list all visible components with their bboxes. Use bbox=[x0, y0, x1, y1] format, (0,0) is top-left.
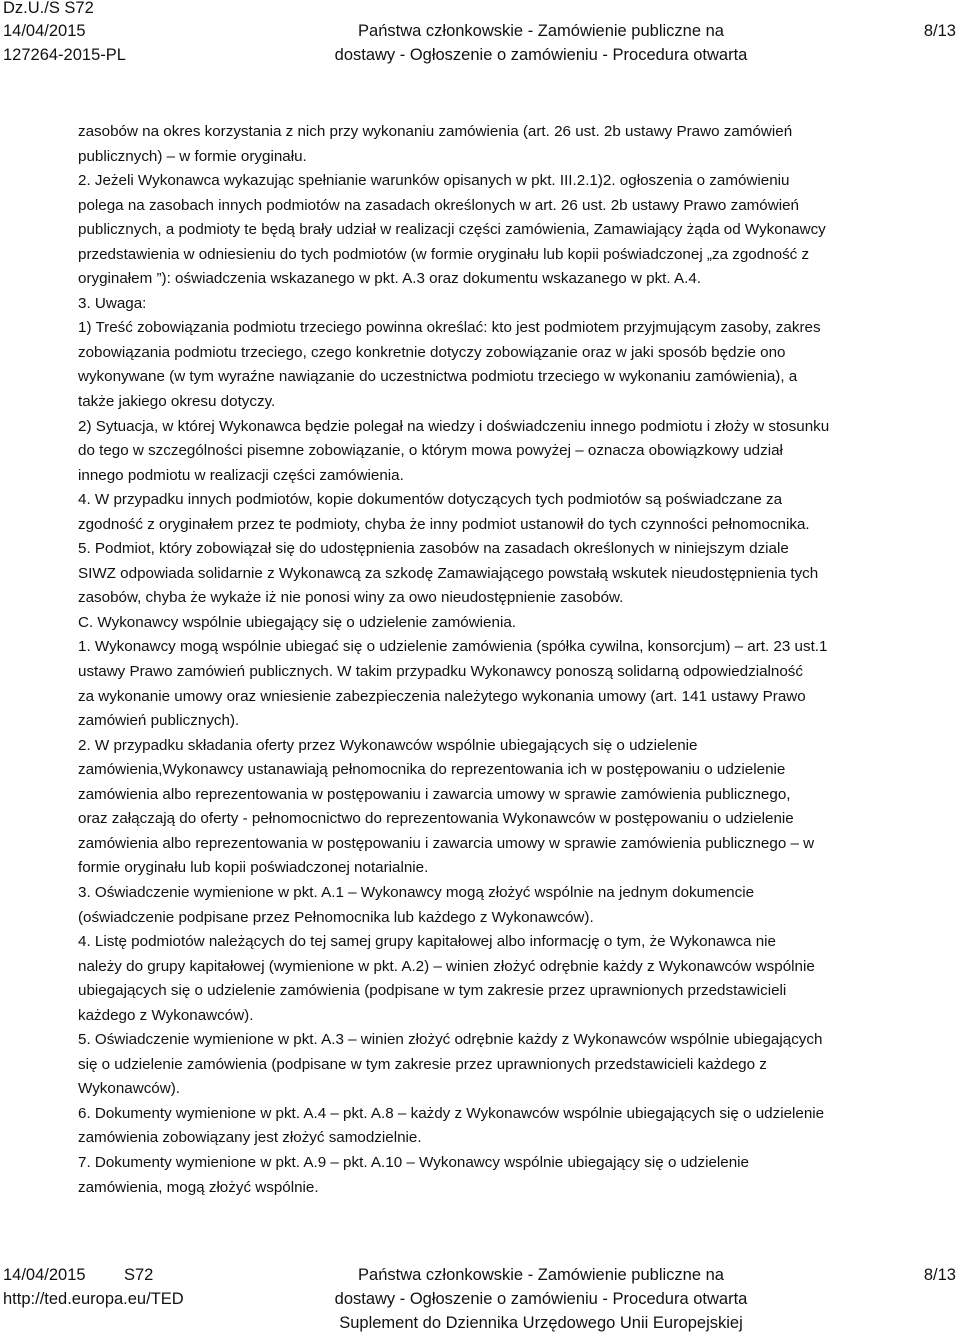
body-line: zamówienia zobowiązany jest złożyć samodzielnie. bbox=[78, 1129, 422, 1147]
body-line: oryginałem ”): oświadczenia wskazanego w pkt. A.3 oraz dokumentu wskazanego w pkt. A.4. bbox=[78, 270, 702, 288]
body-line: SIWZ odpowiada solidarnie z Wykonawcą za szkodę Zamawiającego powstałą wskutek nieudostępnienia tych bbox=[78, 564, 819, 582]
body-line: zasobów, chyba że wykaże iż nie ponosi winy za owo nieudostępnienie zasobów. bbox=[78, 589, 624, 607]
body-line: C. Wykonawcy wspólnie ubiegający się o udzielenie zamówienia. bbox=[78, 613, 516, 631]
body-line: 6. Dokumenty wymienione w pkt. A.4 – pkt. A.8 – każdy z Wykonawców wspólnie ubiegających się o udzielenie bbox=[78, 1104, 825, 1122]
header-row-2 bbox=[0, 20, 960, 42]
body-line: za wykonanie umowy oraz wniesienie zabezpieczenia należytego wykonania umowy (art. 141 ustawy Prawo bbox=[78, 687, 806, 705]
body-line: 4. Listę podmiotów należących do tej samej grupy kapitałowej albo informację o tym, że Wykonawca nie bbox=[78, 933, 776, 951]
body-line: oraz załączają do oferty - pełnomocnictwo do reprezentowania Wykonawców w postępowaniu o udzielenie bbox=[78, 810, 794, 828]
body-line: 2. Jeżeli Wykonawca wykazując spełnianie warunków opisanych w pkt. III.2.1)2. ogłoszenia o zamówieniu bbox=[78, 172, 790, 190]
body-line: 1. Wykonawcy mogą wspólnie ubiegać się o udzielenie zamówienia (spółka cywilna, konsorcjum) – art. 23 ust.1 bbox=[78, 638, 828, 656]
body-line: 3. Uwaga: bbox=[78, 294, 147, 312]
body-line: przedstawienia w odniesieniu do tych podmiotów (w formie oryginału lub kopii poświadczonej „za zgodność z bbox=[78, 245, 810, 263]
body-line: należy do grupy kapitałowej (wymienione w pkt. A.2) – winien złożyć odrębnie każdy z Wykonawców wspólnie bbox=[78, 957, 815, 975]
body-line: zamówień publicznych). bbox=[78, 712, 240, 730]
footer-row-1 bbox=[0, 1264, 960, 1286]
body-line: ustawy Prawo zamówień publicznych. W takim przypadku Wykonawcy ponoszą solidarną odpowiedzialność bbox=[78, 663, 803, 681]
body-line: ubiegających się o udzielenie zamówienia (podpisane w tym zakresie przez uprawnionych przedstawicieli bbox=[78, 982, 787, 1000]
body-line: do tego w szczególności pisemne zobowiązanie, o którym mowa powyżej – oznacza obowiązkowy udział bbox=[78, 442, 783, 460]
body-line: 5. Podmiot, który zobowiązał się do udostępnienia zasobów na zasadach określonych w niniejszym dziale bbox=[78, 540, 789, 558]
body-line: 3. Oświadczenie wymienione w pkt. A.1 – Wykonawcy mogą złożyć wspólnie na jednym dokumencie bbox=[78, 883, 755, 901]
body-line: wykonywane (w tym wyraźne nawiązanie do uczestnictwa podmiotu trzeciego w wykonaniu zamówienia), a bbox=[78, 368, 798, 386]
header-title-line1: Państwa członkowskie - Zamówienie publiczne na bbox=[358, 22, 724, 40]
body-line: zobowiązania podmiotu trzeciego, czego konkretnie dotyczy zobowiązanie oraz w jaki sposób będzie ono bbox=[78, 343, 786, 361]
footer-url[interactable]: http://ted.europa.eu/TED bbox=[3, 1290, 184, 1308]
footer-series: S72 bbox=[124, 1266, 154, 1284]
body-line: także jakiego okresu dotyczy. bbox=[78, 393, 276, 411]
footer-row-2 bbox=[0, 1288, 960, 1310]
body-line: publicznych) – w formie oryginału. bbox=[78, 147, 307, 165]
body-line: Wykonawców). bbox=[78, 1080, 180, 1098]
body-line: formie oryginału lub kopii poświadczonej notarialnie. bbox=[78, 859, 429, 877]
footer-page-number: 8/13 bbox=[923, 1266, 956, 1284]
header-row-1 bbox=[0, 0, 960, 19]
header-journal: Dz.U./S S72 bbox=[3, 0, 94, 17]
header-page-number: 8/13 bbox=[923, 22, 956, 40]
body-line: publicznych, a podmioty te będą brały udział w realizacji części zamówienia, Zamawiający żąda od Wykonawcy bbox=[78, 221, 826, 239]
body-line: zasobów na okres korzystania z nich przy wykonaniu zamówienia (art. 26 ust. 2b ustawy Prawo zamówień bbox=[78, 123, 793, 140]
body-line: 5. Oświadczenie wymienione w pkt. A.3 – winien złożyć odrębnie każdy z Wykonawców wspólnie ubiegających bbox=[78, 1031, 823, 1049]
header-row-3 bbox=[0, 44, 960, 66]
footer-title-line2: dostawy - Ogłoszenie o zamówieniu - Procedura otwarta bbox=[334, 1290, 748, 1308]
footer-row-3 bbox=[0, 1312, 960, 1334]
header-date: 14/04/2015 bbox=[3, 22, 86, 40]
footer-title-line1: Państwa członkowskie - Zamówienie publiczne na bbox=[358, 1266, 724, 1284]
header-title-line2: dostawy - Ogłoszenie o zamówieniu - Procedura otwarta bbox=[334, 46, 748, 64]
body-line: (oświadczenie podpisane przez Pełnomocnika lub każdego z Wykonawców). bbox=[78, 908, 594, 926]
body-line: zamówienia,Wykonawcy ustanawiają pełnomocnika do reprezentowania ich w postępowaniu o udzielenie bbox=[78, 761, 786, 779]
body-line: zamówienia, mogą złożyć wspólnie. bbox=[78, 1178, 319, 1196]
body-line: polega na zasobach innych podmiotów na zasadach określonych w art. 26 ust. 2b ustawy Prawo zamówień bbox=[78, 196, 799, 214]
body-line: zgodność z oryginałem przez te podmioty, chyba że inny podmiot ustanowił do tych czynności pełnomocnika. bbox=[78, 515, 810, 533]
document-body bbox=[78, 120, 958, 1200]
body-line: 1) Treść zobowiązania podmiotu trzeciego powinna określać: kto jest podmiotem przyjmującym zasoby, zakres bbox=[78, 319, 821, 337]
body-line: 2) Sytuacja, w której Wykonawca będzie polegał na wiedzy i doświadczeniu innego podmiotu i złoży w stosunku bbox=[78, 417, 830, 435]
body-line: zamówienia albo reprezentowania w postępowaniu i zawarcia umowy w sprawie zamówienia publicznego – w bbox=[78, 834, 815, 852]
footer-title-line3: Suplement do Dziennika Urzędowego Unii Europejskiej bbox=[339, 1314, 743, 1332]
body-line: 2. W przypadku składania oferty przez Wykonawców wspólnie ubiegających się o udzielenie bbox=[78, 736, 698, 754]
body-line: zamówienia albo reprezentowania w postępowaniu i zawarcia umowy w sprawie zamówienia publicznego, bbox=[78, 785, 791, 803]
body-line: 4. W przypadku innych podmiotów, kopie dokumentów dotyczących tych podmiotów są poświadczane za bbox=[78, 491, 783, 509]
body-line: innego podmiotu w realizacji części zamówienia. bbox=[78, 466, 404, 484]
body-line: każdego z Wykonawców). bbox=[78, 1006, 254, 1024]
header-doc-id: 127264-2015-PL bbox=[3, 46, 126, 64]
footer-date: 14/04/2015 bbox=[3, 1266, 86, 1284]
body-line: 7. Dokumenty wymienione w pkt. A.9 – pkt. A.10 – Wykonawcy wspólnie ubiegający się o udzielenie bbox=[78, 1153, 749, 1171]
body-line: się o udzielenie zamówienia (podpisane w tym zakresie przez uprawnionych przedstawicieli każdego z bbox=[78, 1055, 767, 1073]
